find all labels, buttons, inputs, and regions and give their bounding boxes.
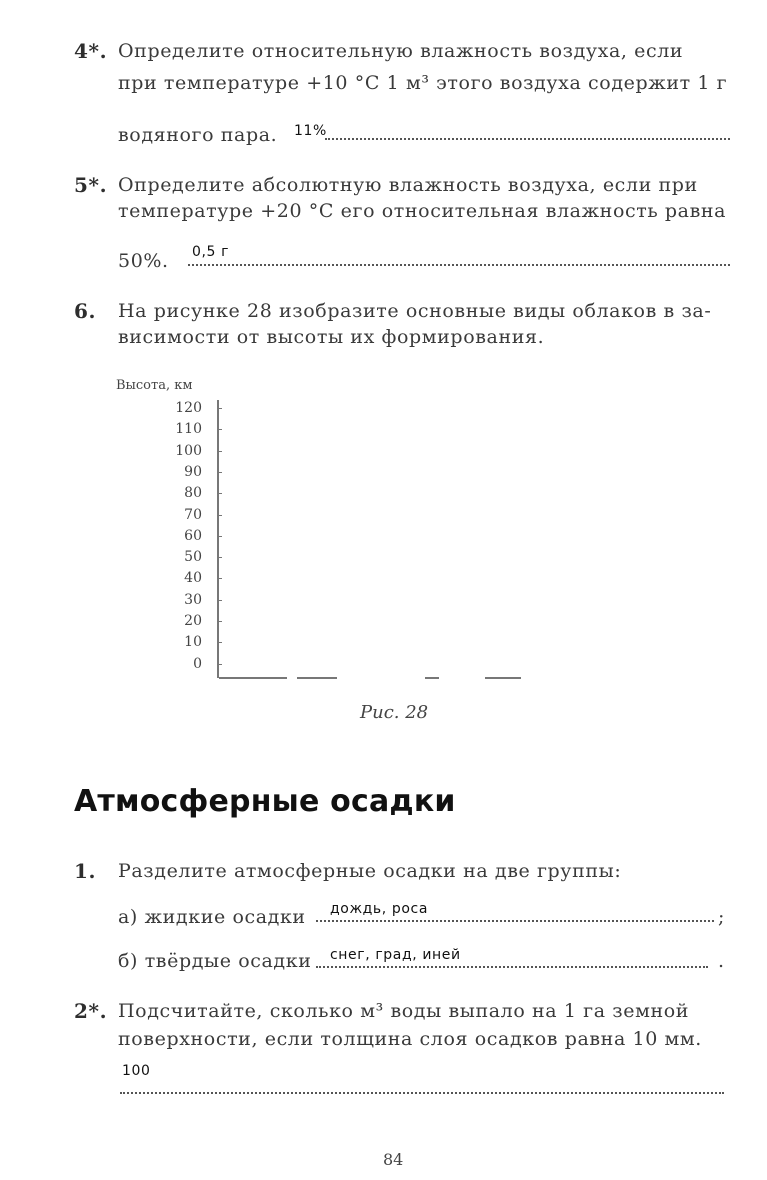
solid-precipitation-label: б) твёрдые осадки bbox=[118, 950, 312, 972]
task-6-line-2: висимости от высоты их формирования. bbox=[118, 326, 545, 348]
task-6-number: 6. bbox=[74, 299, 97, 323]
task-4-line-2: при температуре +10 °С 1 м³ этого воздуха содержит 1 г bbox=[118, 72, 728, 94]
task-4-answer: 11% bbox=[294, 123, 327, 139]
page-number: 84 bbox=[383, 1150, 404, 1169]
figure-y-tick-label: 10 bbox=[184, 634, 202, 651]
section-task-1-number: 1. bbox=[74, 859, 97, 883]
figure-y-tick-label: 80 bbox=[184, 485, 202, 502]
section-title: Атмосферные осадки bbox=[74, 784, 456, 819]
figure-y-tick-label: 20 bbox=[184, 613, 202, 629]
solid-precipitation-answer: снег, град, иней bbox=[330, 947, 461, 963]
figure-y-tick-label: 70 bbox=[184, 506, 202, 523]
figure-y-tick-label: 60 bbox=[184, 527, 202, 544]
task-4-number: 4*. bbox=[74, 39, 108, 63]
solid-precipitation-end: . bbox=[718, 950, 725, 972]
solid-precipitation-line bbox=[316, 966, 708, 968]
liquid-precipitation-label: а) жидкие осадки bbox=[118, 906, 306, 928]
task-5-number: 5*. bbox=[74, 173, 108, 197]
figure-caption: Рис. 28 bbox=[360, 702, 429, 723]
figure-x-axis-segment bbox=[425, 677, 439, 679]
figure-y-tick-label: 120 bbox=[175, 400, 202, 416]
figure-y-tick-label: 100 bbox=[175, 442, 202, 459]
figure-y-tick-label: 30 bbox=[184, 591, 202, 608]
task-5-line-2: температуре +20 °С его относительная влажность равна bbox=[118, 200, 727, 222]
task-5-line-1: Определите абсолютную влажность воздуха, если при bbox=[118, 174, 698, 196]
figure-x-axis-segment bbox=[485, 677, 521, 679]
liquid-precipitation-end: ; bbox=[718, 906, 726, 928]
task-6-line-1: На рисунке 28 изобразите основные виды облаков в за- bbox=[118, 300, 712, 322]
task-5-answer: 0,5 г bbox=[192, 244, 230, 260]
liquid-precipitation-line bbox=[316, 920, 714, 922]
section-task-2-number: 2*. bbox=[74, 999, 108, 1023]
section-task-2-line-1: Подсчитайте, сколько м³ воды выпало на 1 га земной bbox=[118, 1000, 690, 1022]
section-task-1-text: Разделите атмосферные осадки на две группы: bbox=[118, 860, 622, 882]
figure-axis-label: Высота, км bbox=[116, 378, 193, 393]
task-4-line-1: Определите относительную влажность воздуха, если bbox=[118, 40, 684, 62]
figure-y-axis bbox=[217, 400, 219, 678]
figure-y-tick-label: 110 bbox=[175, 421, 202, 438]
task-4-answer-line bbox=[325, 138, 730, 140]
task-5-answer-line bbox=[188, 264, 730, 266]
task-5-line-3: 50%. bbox=[118, 250, 169, 272]
section-task-2-answer: 100 bbox=[122, 1063, 151, 1079]
figure-y-tick-label: 90 bbox=[184, 463, 202, 480]
figure-y-tick-label: 0 bbox=[193, 655, 202, 672]
section-task-2-answer-line bbox=[120, 1092, 724, 1094]
figure-x-axis-segment bbox=[297, 677, 337, 679]
figure-x-axis-segment bbox=[219, 677, 287, 679]
task-4-line-3: водяного пара. bbox=[118, 124, 278, 146]
section-task-2-line-2: поверхности, если толщина слоя осадков равна 10 мм. bbox=[118, 1028, 702, 1050]
figure-y-tick-label: 50 bbox=[184, 549, 202, 566]
figure-y-tick-label: 40 bbox=[184, 570, 202, 587]
liquid-precipitation-answer: дождь, роса bbox=[330, 901, 429, 917]
